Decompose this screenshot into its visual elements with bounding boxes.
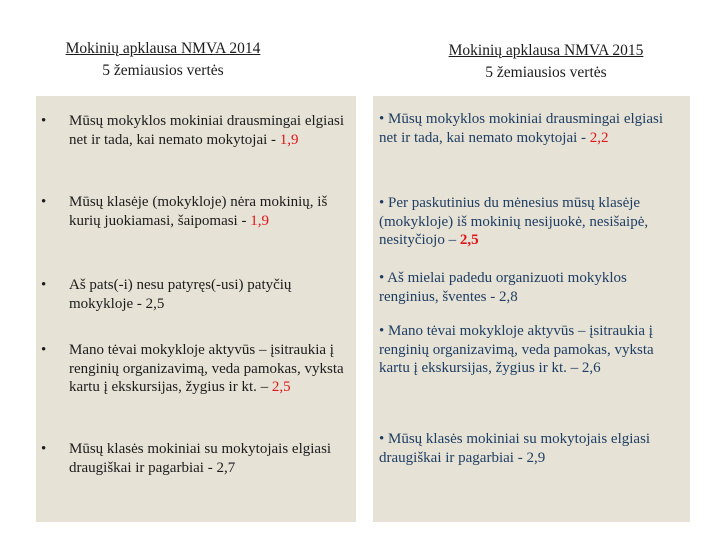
- title-2015: [386, 40, 706, 84]
- item-text: Mano tėvai mokykloje aktyvūs – įsitraukia į renginių organizavimą, veda pamokas, vyksta kartu į ekskursijas, žygius ir kt. –: [69, 342, 344, 395]
- list-item: [41, 276, 344, 313]
- item-text: • Per paskutinius du mėnesius mūsų klasėje (mokykloje) iš mokinių nesijuokė, nesišaipė, nesityčiojo –: [379, 195, 649, 248]
- list-item: [379, 322, 683, 378]
- title-2014-line1: Mokinių apklausa NMVA 2014: [65, 40, 261, 57]
- item-text: Mūsų mokyklos mokiniai drausmingai elgiasi net ir tada, kai nemato mokytojai -: [69, 113, 344, 148]
- item-text: • Aš mielai padedu organizuoti mokyklos renginius, šventes - 2,8: [379, 270, 627, 305]
- title-2015-line1: Mokinių apklausa NMVA 2015: [448, 42, 644, 59]
- item-text: Mūsų klasės mokiniai su mokytojais elgiasi draugiškai ir pagarbiai - 2,7: [69, 441, 332, 476]
- list-item: [379, 269, 683, 306]
- item-value: 2,2: [589, 129, 609, 146]
- list-item: [379, 430, 683, 467]
- item-value: 2,5: [459, 232, 479, 248]
- item-text: • Mūsų mokyklos mokiniai drausmingai elgiasi net ir tada, kai nemato mokytojai -: [379, 111, 663, 146]
- list-item: [41, 112, 344, 149]
- title-2015-line2: 5 žemiausios vertės: [485, 64, 607, 81]
- item-text: Aš pats(-i) nesu patyręs(-usi) patyčių mokykloje - 2,5: [69, 277, 292, 312]
- item-text: • Mūsų klasės mokiniai su mokytojais elgiasi draugiškai ir pagarbiai - 2,9: [379, 431, 651, 466]
- bullet-icon: •: [41, 113, 47, 129]
- panel-2015: [373, 96, 690, 522]
- item-value: 2,5: [271, 379, 291, 395]
- list-item: [41, 193, 344, 230]
- bullet-icon: •: [41, 342, 47, 358]
- bullet-icon: •: [41, 277, 47, 293]
- list-item: [41, 341, 344, 397]
- item-text: Mūsų klasėje (mokykloje) nėra mokinių, iš kurių juokiamasi, šaipomasi -: [69, 194, 328, 229]
- bullet-icon: •: [41, 441, 47, 457]
- title-2014-line2: 5 žemiausios vertės: [102, 62, 224, 79]
- item-value: 1,9: [279, 131, 299, 148]
- list-item: [41, 440, 344, 477]
- bullet-icon: •: [41, 194, 47, 210]
- panel-2014: [36, 96, 356, 522]
- list-item: [379, 194, 683, 250]
- title-2014: [8, 38, 318, 82]
- item-value: 1,9: [250, 212, 269, 229]
- list-item: [379, 110, 683, 147]
- item-text: • Mano tėvai mokykloje aktyvūs – įsitraukia į renginių organizavimą, veda pamokas, vyksta kartu į ekskursijas, žygius ir kt. – 2,6: [379, 323, 654, 376]
